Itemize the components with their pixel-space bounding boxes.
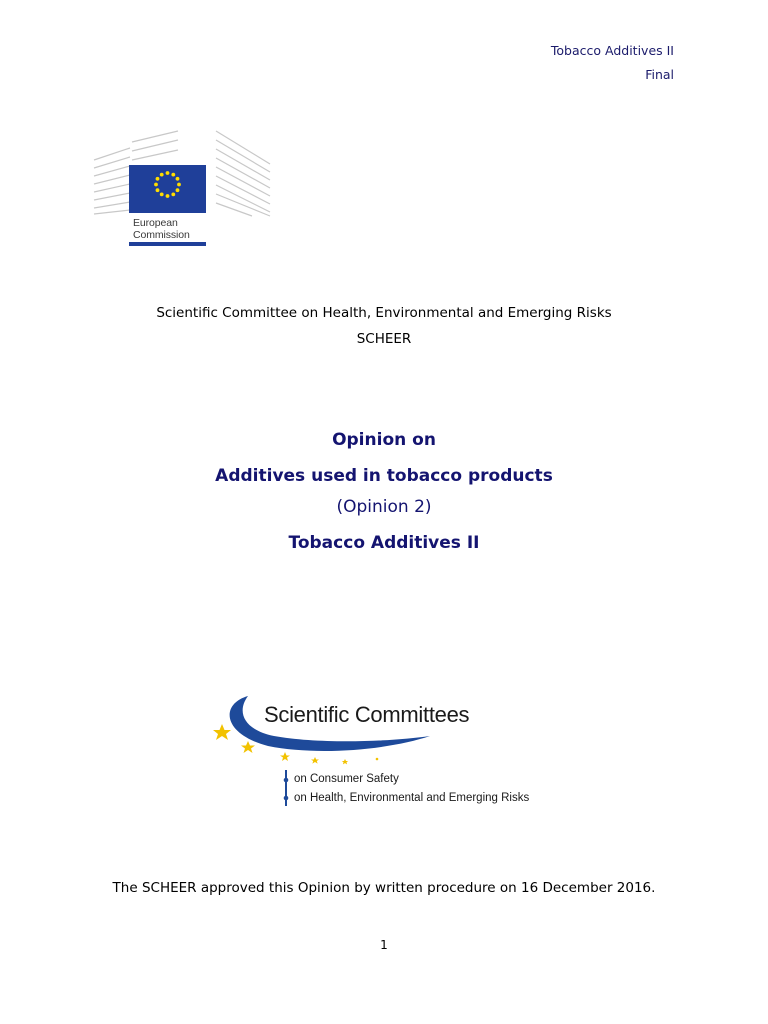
opinion-short-title: Tobacco Additives II bbox=[288, 533, 480, 553]
opinion-title: Additives used in tobacco products bbox=[215, 466, 553, 486]
ec-logo-text-commission: Commission bbox=[133, 229, 190, 241]
approval-statement: The SCHEER approved this Opinion by written procedure on 16 December 2016. bbox=[112, 880, 656, 896]
scientific-committees-title: Scientific Committees bbox=[264, 702, 470, 727]
running-header-title: Tobacco Additives II bbox=[550, 43, 674, 58]
sc-consumer-safety: on Consumer Safety bbox=[294, 773, 399, 785]
ec-logo-text-european: European bbox=[133, 217, 178, 229]
page-number: 1 bbox=[380, 938, 388, 952]
opinion-number: (Opinion 2) bbox=[336, 497, 432, 517]
opinion-prefix: Opinion on bbox=[332, 430, 436, 450]
sc-health-environment: on Health, Environmental and Emerging Risks bbox=[294, 792, 530, 804]
committee-name: Scientific Committee on Health, Environmental and Emerging Risks bbox=[156, 305, 612, 321]
committee-acronym: SCHEER bbox=[356, 331, 412, 347]
running-header-status: Final bbox=[645, 67, 674, 82]
